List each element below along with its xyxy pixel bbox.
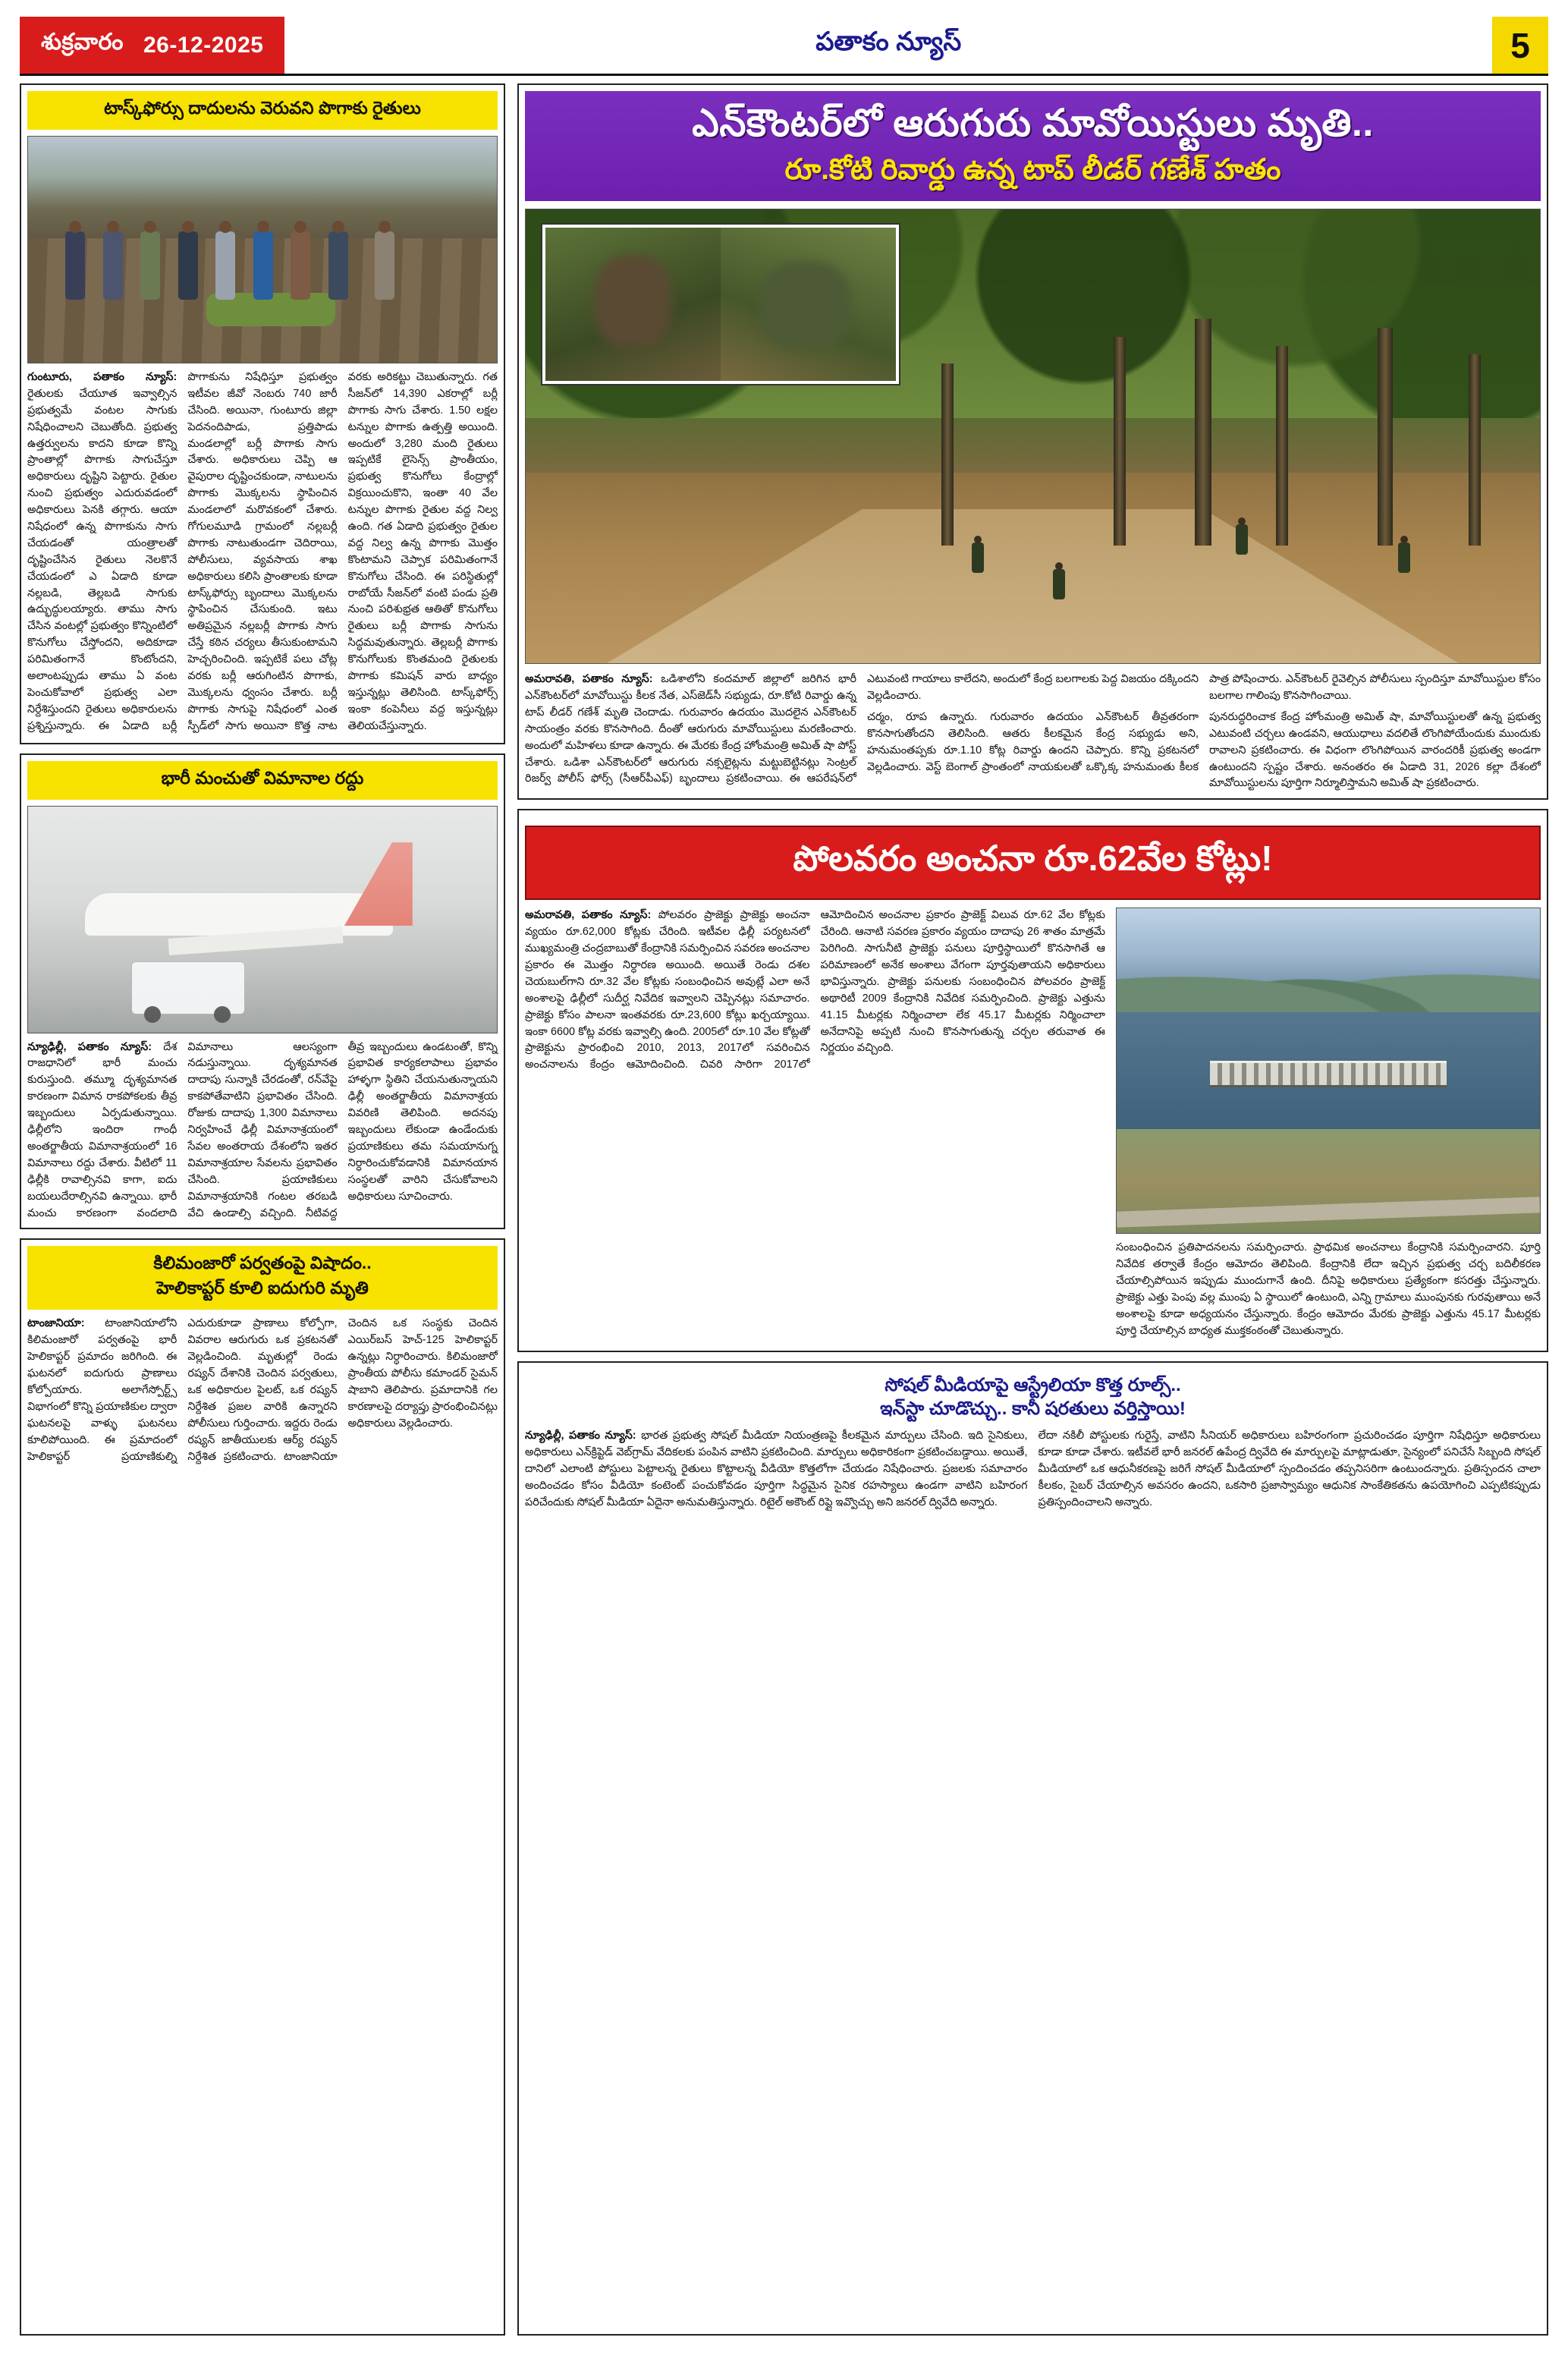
encounter-banner [525,91,1541,201]
tree-trunk [1469,354,1481,545]
left-column [20,83,505,2345]
story-tobacco-text: రైతులకు చేయూత ఇవ్వాల్సిన ప్రభుత్వమే వంటల సాగుకు నిషేధించాలని చెబుతోంది. ప్రభుత్వ ఉత్తర్వులను కాదని కూడా కొన్ని ప్రాంతాల్లో పొగాకు సాగుచేస్తూ అధికారులు దృష్టిని పెట్టారు. రైతుల నుంచి ప్రభుత్వం ఎదురువడంలో అధికారులు పెనకి తగ్గారు. ఆయా నిషేధంలో ఉన్న పొగాకును సాగు చేయడంతో యంత్రాలతో దృష్టించేసిన రైతులు నెలకొనే చేయడంలో ఎ ఏడాది కూడా నల్లబడి, తెల్లబడి సాగుకు ఉద్భుద్ధులయ్యారు. తాము సాగు చేసిన వంటల్లో ప్రభుత్వం కొన్నింటిలో కొనుగోలు చేస్తోందని, అదికూడా పరిమితంగానే కొంటోందని, అలాంటప్పుడు తాము ఏ వంట పెంచుకోవాలో ప్రభుత్వ ఎలా నిర్దేశిస్తుందని రైతులు అధికారులను ప్రశ్నిస్తున్నారు. ఈ ఏడాది బర్లీ పొగాకును నిషేధిస్తూ ప్రభుత్వం ఇటీవల జీవో నెంబరు 740 జారీ చేసింది. అయినా, గుంటూరు జిల్లా పెదనందిపాడు, ప్రత్తిపాడు మండలాల్లో బర్లీ పొగాకు సాగు చేశారు. అధికారులు చెప్పి ఆ వైపురాల దృష్టించకుండా, నాటులను పొగాకు మొక్కలను స్థాపించిన మండలాలో మరొవకంలో చేశారు. గోగులమూడి గ్రామంలో నల్లబర్లీ పొగాకు నాటుతుండగా చెదిరాయి, పోలీసులు, వ్యవసాయ శాఖ అధికారులు కలిసి ప్రాంతాలకు కూడా టాస్క్‌ఫోర్సు బృందాలు మొక్కలను స్థాపించిన చేసుకుంది. ఇటు అతిప్రమైన నల్లబర్లీ పొగాకు సాగు చేస్తే కఠిన చర్యలు తీసుకుంటామని హెచ్చరించింది. ఇప్పటికే పలు చోట్ల వరకు బర్లీ ఆరుగింటిన పొగాకు, మొక్కలను ధ్వంసం చేశారు. బర్లీ పొగాకు సాగుపై నిషేధంలో ఎంత స్పీడ్‌లో సాగు అయినా కొత్త నాట వరకు అరికట్టు చెబుతున్నారు. గత సీజన్‌లో 14,390 ఎకరాల్లో బర్లీ పొగాకు సాగు చేశారు. 1.50 లక్షల టన్నుల పొగాకు ఉత్పత్తి అయింది. అందులో 3,280 మంది రైతులు ఇప్పటికే లైసెన్స్ ప్రాంతీయం, ప్రభుత్వ కొనుగోలు కేంద్రాల్లో విక్రయించుకొని, ఇంతా 40 వేల టన్నుల పొగాకు రైతుల వద్ద నిల్వ ఉంది. గత ఏడాది ప్రభుత్వం రైతుల వద్ద నిల్వ ఉన్న పొగాకు మొత్తం కొంటామని చెప్పాక పరిమితంగానే కొనుగోలు చేసింది. ఈ పరిస్థితుల్లో రాబోయే సీజన్‌లో వంటి పండు ప్రతి నుంచి పరిశుభ్రత ఆతితో కొనుగోలు రైతులు బర్లీ పొగాకు సాగును సిద్ధమవుతున్నారు. తెల్లబర్లీ పొగాకు కొనుగోలుకు కొంతమంది రైతులకు పొగాకు కమిషన్ వారు బాధ్యం ఇస్తున్నట్లు తెలిసింది. టాస్క్‌ఫోర్స్ ఇంకా కంపెనీలు వద్ద ఇస్తున్నట్లు తెలియచేస్తున్నారు. [27,371,498,732]
story-kilimanjaro-text: టాంజానియాలోని కిలిమంజారో పర్వతంపై భారీ హెలికాప్టర్ ప్రమాదం జరిగింది. ఈ ఘటనలో ఐదుగురు ప్రాణాలు కోల్పోయారు. అలాగేస్పోర్ట్స్ విభాగంలో కొన్ని ప్రయాణికుల ద్వారా ఘటనలపై వాళ్ళు ఘటనలు కూలిపోయింది. ఈ ప్రమాదంలో హెలికాప్టర్ ప్రయాణికుల్ని ఎదురుకూడా ప్రాణాలు కోల్పోగా, వివరాల ఆరుగురు ఒక ప్రకటనతో వెల్లడించింది. మృతుల్లో రెండు రష్యన్ దేశానికి చెందిన పర్వతులు, ఒక అధికారుల పైలట్, ఒక రష్యన్ నిర్దేశిత ప్రజల వారికి ఉన్నారని పోలీసులు గుర్తించారు. ఇద్దరు రెండు రష్యన్ జాతీయులకు ఆర్య్ రష్యన్ నిర్దేశిత ప్రకటించారు. టాంజానియా చెందిన ఒక సంస్థకు చెందిన ఎయిర్‌బస్ హెచ్-125 హెలికాప్టర్ ఉన్నట్లు నిర్ధారించారు. కిలిమంజారో ప్రాంతీయ పోలీసు కమాండర్ సైమన్ షాబాని తెలిపారు. ప్రమాదానికి గల కారణాలపై దర్యాప్తు ప్రారంభించినట్లు అధికారులు వెల్లడించారు. [27,1317,498,1463]
page-number: 5 [1492,17,1548,74]
story-social-media-rules [517,1361,1548,2336]
story-kilimanjaro-headline-line2: హెలికాప్టర్ కూలి ఐదుగురి మృతి [156,1278,369,1298]
story-kilimanjaro-dateline: టాంజానియా: [27,1317,85,1330]
page-content [20,83,1548,2345]
person-figure [140,231,160,300]
deceased-maoists-inset-photo [542,225,899,384]
forest-encounter-site-photo [525,209,1541,664]
social-headline-line2: ఇన్‌స్టా చూడొచ్చు.. కానీ షరతులు వర్తిస్తాయి! [880,1398,1186,1419]
masthead [20,17,1548,76]
polavaram-body [525,908,1105,1344]
air-india-plane-in-fog-photo [27,806,498,1033]
story-flights-text: దేశ రాజధానిలో భారీ మంచు కురుస్తుంది. తమ్మూ దృశ్యమానత కారణంగా విమాన రాకపోకలకు తీవ్ర ఇబ్బందులు ఏర్పడుతున్నాయి. ఢిల్లీలోని ఇందిరా గాంధీ అంతర్జాతీయ విమానాశ్రయంలో 16 విమానాలు రద్దు చేశారు. వీటిలో 11 ఢిల్లీకి రావాల్సినవి కాగా, ఐదు బయలుదేరాల్సినవి ఉన్నాయి. భారీ మంచు కారణంగా వందలాది విమానాలు ఆలస్యంగా నడుస్తున్నాయి. దృశ్యమానత దాదాపు సున్నాకి చేరడంతో, రన్‌వేపై కాకపోతేవాటిని ప్రభావితం చేసింది. రోజుకు దాదాపు 1,300 విమానాలు నిర్వహించే ఢిల్లీ విమానాశ్రయంలో సేవల అంతరాయ దేశంలోని ఇతర విమానాశ్రయాల సేవలను ప్రభావితం చేసింది. ప్రయాణికులు విమానాశ్రయానికి గంటల తరబడి వేచి ఉండాల్సి వచ్చింది. నీటివద్ద తీవ్ర ఇబ్బందులు ఉండటంతో, కొన్ని ప్రభావిత కార్యకలాపాలు ప్రభావం హాళ్ళగా స్థితిని చేయనుతున్నాయని ఢిల్లీ అంతర్జాతీయ విమానాశ్రయ వివరిణి తెలిపింది. అదనపు ఇబ్బందులు లేకుండా ఉండేందుకు ప్రయాణికులు తమ సమయానుగ్న నిర్ధారించుకోవడానికి విమానయాన సంస్థలతో వారిని చేసుకోవాలని అధికారులు సూచించారు. [27,1040,498,1219]
farmers-in-field-with-police-photo [27,136,498,363]
person-figure [103,231,123,300]
tree-trunk [941,363,954,545]
social-headline [525,1369,1541,1428]
right-column [517,83,1548,2345]
story-tobacco-headline: టాస్క్‌ఫోర్సు దాదులను వెరువని పొగాకు రైతులు [27,91,498,130]
encounter-text-1: ఒడిశాలోని కందమాల్ జిల్లాలో జరిగిన భారీ ఎన్‌కౌంటర్‌లో మావోయిస్టు కీలక నేత, ఎస్‌జెడ్‌సీ సభ్యుడు, రూ.కోటి రివార్డు ఉన్న టాప్ లీడర్ గణేశ్ మృతి చెందాడు. గురువారం ఉదయం మొదలైన ఎన్‌కౌంటర్ సాయంత్రం వరకు కొనసాగింది. దీంతో ఆరుగురు మావోయిస్టులు మరణించారు. అందులో మహిళలు కూడా ఉన్నారు. ఈ మేరకు కేంద్ర హోంమంత్రి అమిత్ షా పోస్ట్ చేశారు. ఒడిశా ఎన్‌కౌంటర్‌లో ఆరుగురు నక్సలైట్లను మట్టుబెట్టినట్లు సెంట్రల్ రిజర్వ్ పోలీస్ ఫోర్స్ (సీఆర్‌పీఎఫ్) బృందాలు ప్రకటించాయి. ఈ ఆపరేషన్‌లో ఎటువంటి గాయాలు కాలేదని, అందులో కేంద్ర బలగాలకు పెద్ద విజయం దక్కిందని వెల్లడించారు. [525,673,1199,785]
story-flights-headline: భారీ మంచుతో విమానాల రద్దు [27,761,498,800]
polavaram-text-2: సంబంధించిన ప్రతిపాదనలను సమర్పించారు. ప్రాథమిక అంచనాలు కేంద్రానికి సమర్పించారని. పూర్తి నివేదిక తర్వాతే కేంద్రం ఆమోదం తెలిపింది. కేంద్రానికి లేదా ఇచ్చిన ప్రభుత్వ చర్చ బదిలీకరణ చేయాల్సిపోయిన ఇప్పుడు ముందుగానే ఉంది. దీనిపై అధికారులు ప్రత్యేకంగా కసరత్తు చేస్తున్నారు. ప్రాజెక్టు ఎత్తు పెంపు వల్ల ముంపు ఏ స్థాయిలో ఉంటుంది, ఎన్ని గ్రామాలు ముంపునకు గురవుతాయి అనే అంశాలపై కూడా అధ్యయనం చేస్తున్నారు. కేంద్రం ఆమోదం మేరకు ప్రాజెక్టు ఎత్తును 45.17 మీటర్లకు పూర్తి చేయాల్సిన బాధ్యత ముక్తకంఠంతో చెబుతున్నారు. [1116,1241,1541,1337]
story-maoist-encounter [517,83,1548,800]
social-body [525,1428,1541,1515]
story-flights-body [27,1040,498,1222]
person-figure [178,231,198,300]
dam-spillway [1210,1061,1447,1087]
story-tobacco-dateline: గుంటూరు, పతాకం న్యూస్: [27,371,178,383]
security-personnel [1053,569,1065,599]
security-personnel [1236,524,1248,555]
encounter-dateline: అమరావతి, పతాకం న్యూస్: [525,673,653,686]
masthead-date-block [20,17,284,74]
story-kilimanjaro-headline-line1: కిలిమంజారో పర్వతంపై విషాదం.. [153,1253,372,1273]
social-headline-line1: సోషల్ మీడియాపై ఆస్ట్రేలియా కొత్త రూల్స్.. [885,1374,1181,1395]
polavaram-top-block [525,908,1541,1344]
polavaram-body-2 [1116,1240,1541,1339]
story-flights-dateline: న్యూఢిల్లీ, పతాకం న్యూస్: [27,1040,152,1053]
blurred-subject [759,262,850,351]
person-figure [65,231,85,300]
social-text-1: భారత ప్రభుత్వ సోషల్ మీడియా నియంత్రణపై కీలకమైన మార్పులు చేసింది. ఇది సైనికులు, అధికారులు ఎన్‌క్రిప్టెడ్ వెబ్‌గ్రామ్ వేదికలకు పంపిన వాటిని ప్రకటించింది. మార్పులు అధికారికంగా ప్రకటించబడ్డాయి. అయితే, దానిలో ఎలాంటి పోస్టులు పెట్టాలన్న రైతులు కొట్టాలన్న వీడియో కొత్తలోగా చేయడం నిషేధించారు. ప్రజలకు సమాచారం అందించడం కోసం వీడియో కంటెంట్ పంచుకోవడం పూర్తిగా సిద్ధమైన సైనిక రహస్యాలు ఉండగా వాటిని బహిరంగ పరిచేందుకు సోషల్ మీడియా ఏదైనా అనుమతిస్తున్నారు. రిటైల్ అకౌంట్ రిప్లై ఇవ్వొచ్చు అని జనరల్ ద్వివేది అన్నారు. [525,1430,1028,1508]
person-figure [291,231,310,300]
story-kilimanjaro-crash [20,1238,505,2336]
story-kilimanjaro-headline [27,1246,498,1310]
polavaram-headline: పోలవరం అంచనా రూ.62వేల కోట్లు! [525,826,1541,900]
security-personnel [1398,543,1410,573]
story-flights-cancelled [20,753,505,1230]
tree-trunk [1276,346,1288,546]
story-tobacco-body [27,370,498,737]
masthead-date: 26-12-2025 [143,32,264,58]
social-text-2: లేదా నకిలీ పోస్టులకు గురైస్తే, వాటిని సీనియర్ అధికారులు బహిరంగంగా ప్రచురించడం పూర్తిగా నిషేధిస్తూ అధికారులు కూడా కూడా చేశారు. ఇటీవలే భారీ జనరల్ ఉపేంద్ర ద్వివేది ఈ మార్పులపై మాట్లాడుతూ, సైన్యంలో పనిచేసే సిబ్బంది సోషల్ మీడియాలో ఒక ఆధునీకరణపై జరిగే సోషల్ మీడియాలో స్పందించడం తప్పనిసరిగా ఉంటుందన్నారు. ప్రతిస్పందన చాలా కీలకం, సైబర్ చేయాల్సిన అవసరం ఉందని, ఒకసారి ప్రజాస్వామ్యం ఆధునిక సాంకేతికతను ఉపయోగించి ఎప్పటికప్పుడు ప్రతిస్పందించాలని అన్నారు. [1038,1430,1541,1508]
polavaram-dam-aerial-photo [1116,908,1541,1234]
social-dateline: న్యూఢిల్లీ, పతాకం న్యూస్: [525,1430,636,1442]
encounter-body [525,672,1541,792]
fog-overlay [28,807,497,1033]
inset-photo-left [545,228,721,381]
polavaram-photo-wrap [1116,908,1541,1344]
story-polavaram [517,809,1548,1351]
encounter-headline-main: ఎన్‌కౌంటర్‌లో ఆరుగురు మావోయిస్టులు మృతి.. [692,102,1374,144]
story-kilimanjaro-body [27,1316,498,1465]
encounter-text-2: చర్మం, రూప ఉన్నారు. గురువారం ఉదయం ఎన్‌కౌంటర్ తీవ్రతరంగా కొనసాగుతోందని తెలిసింది. ఆతరు కీలకమైన కేంద్ర సభ్యుడు అని, హనుమంతప్పకు రూ.1.10 కోట్ల రివార్డు ఉందని చెప్పారు. కొన్ని ప్రకటనలో వెల్లడించారు. వెస్ట్ బెంగాల్ ప్రాంతంలో నాయకులతో ఒక్కొక్క హనుమంతు కీలక పాత్ర పోషించారు. ఎన్‌కౌంటర్ రైవెల్సిన పోలీసులు స్పందిస్తూ మావోయిస్టుల కోసం బలగాల గాలింపు కొనసాగించాయి. [867,673,1541,773]
encounter-headline-sub: రూ.కోటి రివార్డు ఉన్న టాప్ లీడర్ గణేశ్ హతం [784,153,1281,186]
encounter-text-3: పునరుద్ధరించాక కేంద్ర హోంమంత్రి అమిత్ షా, మావోయిస్టులతో ఉన్న ప్రభుత్వ ఎటువంటి చర్చలు ఉండవని, ఆయుధాలు వదలితే లొంగిపోయేందుకు ముందుకు రావాలని ప్రకటించారు. ఈ విధంగా లొంగిపోయిన వారందరికీ ప్రభుత్వ అండగా ఉంటుందని స్పష్టం చేశారు. అనంతరం ఈ ఏడాది 31, 2026 కల్లా దేశంలో మావోయిస్టులను పూర్తిగా నిర్మూలిస్తామని అమిత్ షా ప్రకటించారు. [1209,710,1541,790]
person-figure [328,231,348,300]
polavaram-text: పోలవరం ప్రాజెక్టు ప్రాజెక్టు అంచనా వ్యయం రూ.62,000 కోట్లకు చేరింది. ఇటీవల ఢిల్లీ పర్యటనలో ముఖ్యమంత్రి చంద్రబాబుతో కేంద్రానికి సమర్పించిన సవరణ అంచనాల ప్రకారం ఈ మొత్తం నిర్ధారణ అయింది. అయితే రెండు దశల చెయబుల్‌గాని రూ.32 వేల కోట్లకు సంబంధించిన అవుట్లే ఎలా అనే అంశాలపై ఢిల్లీలో సుదీర్ఘ నివేదిక ఇవ్వాలని చెప్పినట్లు సమాచారం. ప్రాజెక్టు కోసం పాలనా ఇంతవరకు రూ.23,600 కోట్లు ఖర్చయ్యాయి. ఇంకా 6600 కోట్ల వరకు ఇవ్వాల్సి ఉంది. 2005లో రూ.10 వేల కోట్లతో ప్రాజెక్టును ప్రారంభించి 2010, 2013, 2017లో సవరించిన అంచనాలను కేంద్రం ఆమోదించింది. చివరి సారిగా 2017లో ఆమోదించిన అంచనాల ప్రకారం ప్రాజెక్ట్ విలువ రూ.62 వేల కోట్లకు చేరింది. ఆనాటి సవరణ ప్రకారం వ్యయం దాదాపు 26 శాతం మాత్రమే పెరిగింది. సాగునీటి ప్రాజెక్టు పనులు పూర్తిస్థాయిలో కొనసాగితే ఆ పరిమాణంలో అనేక అంశాలు వేగంగా పూర్తవుతాయని అధికారులు భావిస్తున్నారు. ప్రాజెక్టు పనులకు సంబంధించిన పోలవరం ప్రాజెక్ట్ అథారిటీ 2009 కేంద్రానికి నివేదిక సమర్పించింది. ప్రాజెక్టు ఎత్తును 41.15 మీటర్లకు నిర్మించాలా లేక 45.17 మీటర్లకు నిర్మించాలా అనేదానిపై అప్పటి నుంచి కొనసాగుతున్న చర్చల తరువాత ఈ నిర్ణయం వచ్చింది. [525,909,1105,1071]
tree-trunk [1195,319,1211,546]
person-figure [215,231,235,300]
person-figure [375,231,394,300]
story-tobacco-farmers [20,83,505,744]
security-personnel [972,543,984,573]
tree-trunk [1114,337,1126,546]
tree-trunk [1378,328,1393,546]
inset-photo-right [721,228,896,381]
person-figure [253,231,273,300]
masthead-title: పతాకం న్యూస్ [815,27,962,56]
blurred-subject [595,255,672,347]
polavaram-dateline: అమరావతి, పతాకం న్యూస్: [525,909,652,922]
masthead-day: శుక్రవారం [41,30,124,55]
